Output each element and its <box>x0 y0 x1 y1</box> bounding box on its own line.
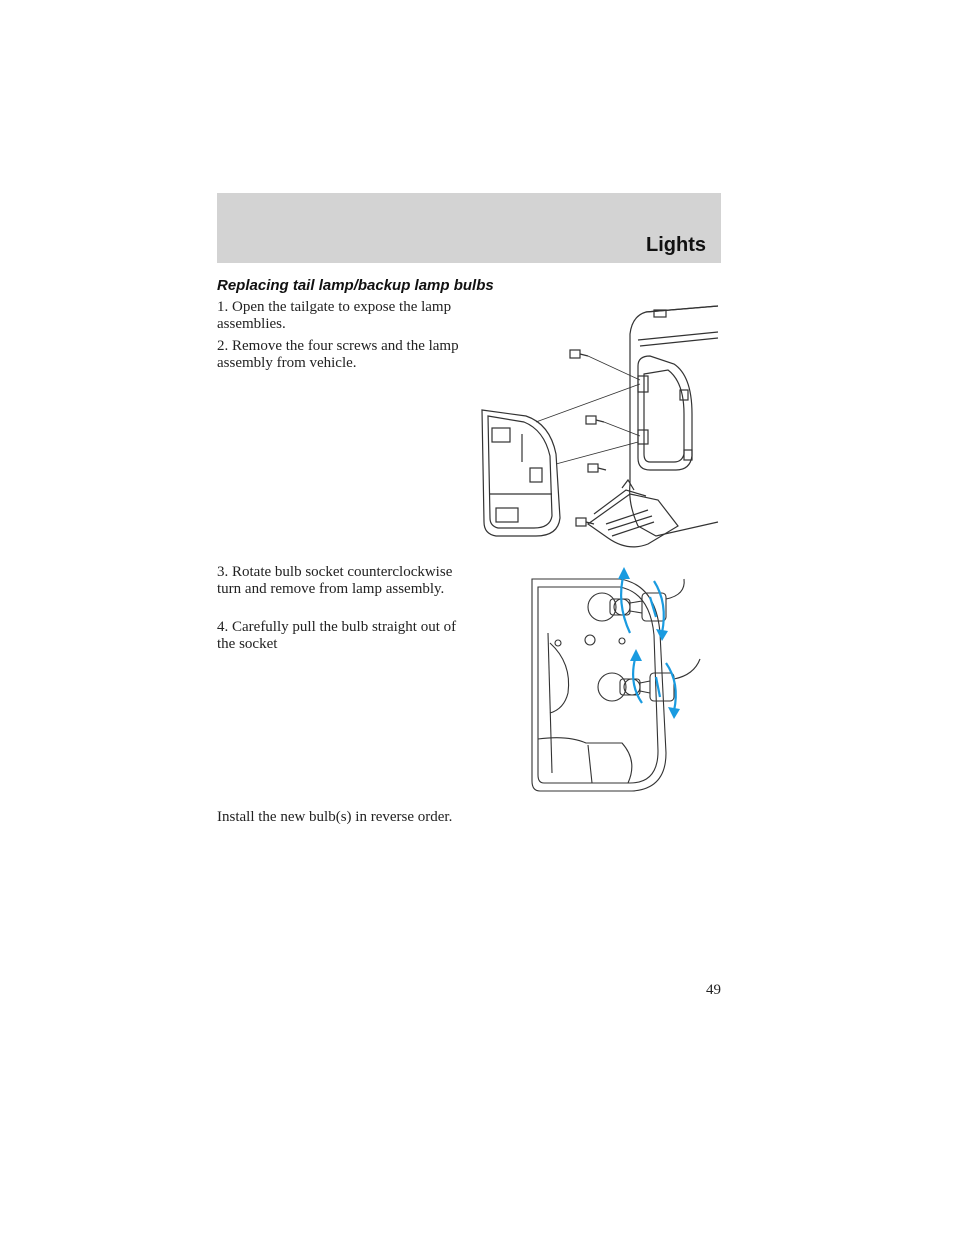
bulb-socket-illustration <box>528 563 706 795</box>
step-3-text: 3. Rotate bulb socket counterclockwise turn and remove from lamp assembly. <box>217 564 453 597</box>
step-1-text: 1. Open the tailgate to expose the lamp assemblies. <box>217 299 452 332</box>
tail-lamp-removal-illustration <box>478 304 720 552</box>
page-title: Lights <box>646 234 706 256</box>
step-4-text: 4. Carefully pull the bulb straight out of the socket <box>217 619 457 652</box>
closing-text: Install the new bulb(s) in reverse order. <box>217 809 453 825</box>
header-band <box>217 193 721 263</box>
section-heading: Replacing tail lamp/backup lamp bulbs <box>217 277 494 294</box>
step-2-text: 2. Remove the four screws and the lamp assembly from vehicle. <box>217 338 459 371</box>
page-number: 49 <box>706 982 721 998</box>
